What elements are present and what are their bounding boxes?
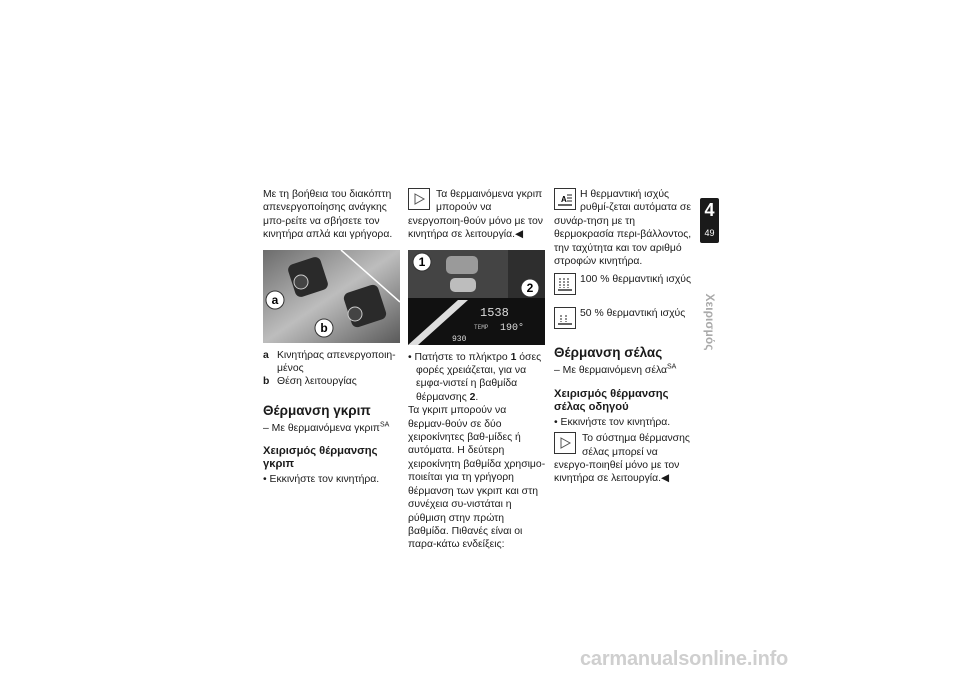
bullet-press-button	[408, 351, 546, 405]
bullet-ref-2: 2	[469, 391, 476, 403]
option-line	[554, 364, 693, 377]
column-1	[263, 188, 400, 487]
bullet-text: .	[475, 391, 479, 403]
display-temp-label: TEMP	[474, 323, 489, 331]
level-50-row	[554, 307, 693, 331]
page-number: 49	[704, 228, 715, 238]
watermark: carmanualsonline.info	[580, 648, 789, 670]
display-temp: 190°	[500, 322, 525, 334]
definition-key: a	[263, 349, 269, 361]
level-50-text: 50 % θερμαντική ισχύς	[580, 308, 686, 320]
bullet-text: • Πατήστε το πλήκτρο	[408, 351, 511, 363]
note-block	[408, 188, 546, 242]
kill-switch-photo	[263, 250, 400, 343]
heat-50-icon	[554, 307, 576, 329]
note-icon	[554, 432, 576, 454]
kill-switch-illustration	[263, 250, 400, 343]
levels-paragraph: Τα γκριπ μπορούν να θερμαν-θούν σε δύο χειροκίνητες βαθ-μίδες ή αυτόματα. Η δεύτερη χειροκίνητη βαθμίδα χρησιμο-ποιείται για τη γρήγορη θέρμανση των γκριπ και στη συνέχεια συ-νιστάται η ρύθμιση στην πρώτη βαθμίδα. Πιθανές είναι οι παρα-κάτω ενδείξεις:	[408, 405, 546, 551]
bullet-start-engine: • Εκκινήστε τον κινητήρα.	[263, 474, 380, 486]
heading-seat-operation: Χειρισμός θέρμανσης σέλας οδηγού	[554, 387, 669, 413]
auto-text: Η θερμαντική ισχύς ρυθμί-ζεται αυτόματα σε συνάρ-τηση με τη θερμοκρασία περι-βάλλοντος, την ταχύτητα και τον αριθμό στροφών κινητήρα.	[554, 189, 692, 268]
heading-seat-heating: Θέρμανση σέλας	[554, 345, 663, 361]
definition-b	[263, 375, 400, 388]
column-3	[554, 188, 693, 486]
chapter-number: 4	[704, 200, 715, 220]
bullet-ref-1: 1	[510, 351, 517, 363]
photo-label-2: 2	[526, 280, 534, 295]
section-title-vertical: Χειρισμός	[703, 293, 717, 351]
instrument-cluster-illustration	[408, 250, 545, 345]
bullet-start-engine: • Εκκινήστε τον κινητήρα.	[554, 416, 671, 428]
intro-paragraph: Με τη βοήθεια του διακόπτη απενεργοποίησης ανάγκης μπο-ρείτε να σβήσετε τον κινητήρα απλά και γρήγορα.	[263, 189, 393, 241]
display-clock: 930	[452, 334, 467, 344]
level-100-row	[554, 273, 693, 297]
heat-100-icon	[554, 273, 576, 295]
definition-a	[263, 349, 400, 376]
column-2	[408, 188, 546, 552]
note-block	[554, 432, 693, 486]
level-100-text: 100 % θερμαντική ισχύς	[580, 274, 691, 286]
note-text: Το σύστημα θέρμανσης σέλας μπορεί να ενεργο-ποιηθεί μόνο με τον κινητήρα σε λειτουργία.◀	[554, 433, 690, 485]
photo-label-1: 1	[418, 254, 426, 269]
bullet-text: όσες φορές χρειάζεται, για να εμφα-νιστεί η βαθμίδα θέρμανσης	[416, 351, 542, 403]
note-icon	[408, 188, 430, 210]
definition-value: Θέση λειτουργίας	[277, 376, 357, 388]
auto-icon-letter: A	[561, 195, 567, 204]
auto-block	[554, 188, 693, 268]
definition-value: Κινητήρας απενεργοποιη-μένος	[277, 349, 396, 375]
grip-heating-photo	[408, 250, 545, 345]
definition-key: b	[263, 376, 270, 388]
photo-label-a: a	[271, 292, 279, 307]
option-line	[263, 422, 400, 435]
sa-superscript: SA	[379, 421, 390, 429]
heading-grip-operation: Χειρισμός θέρμανσης γκριπ	[263, 445, 378, 471]
photo-label-b: b	[320, 320, 328, 335]
option-text: – Με θερμαινόμενη σέλα	[554, 365, 668, 377]
sa-superscript: SA	[667, 363, 677, 371]
auto-heat-icon	[554, 188, 576, 210]
option-text: – Με θερμαινόμενα γκριπ	[263, 422, 380, 434]
heading-grip-heating: Θέρμανση γκριπ	[263, 402, 371, 418]
note-text: Τα θερμαινόμενα γκριπ μπορούν να ενεργοποιη-θούν μόνο με τον κινητήρα σε λειτουργία.◀	[408, 189, 543, 241]
display-odometer: 1538	[480, 305, 509, 320]
